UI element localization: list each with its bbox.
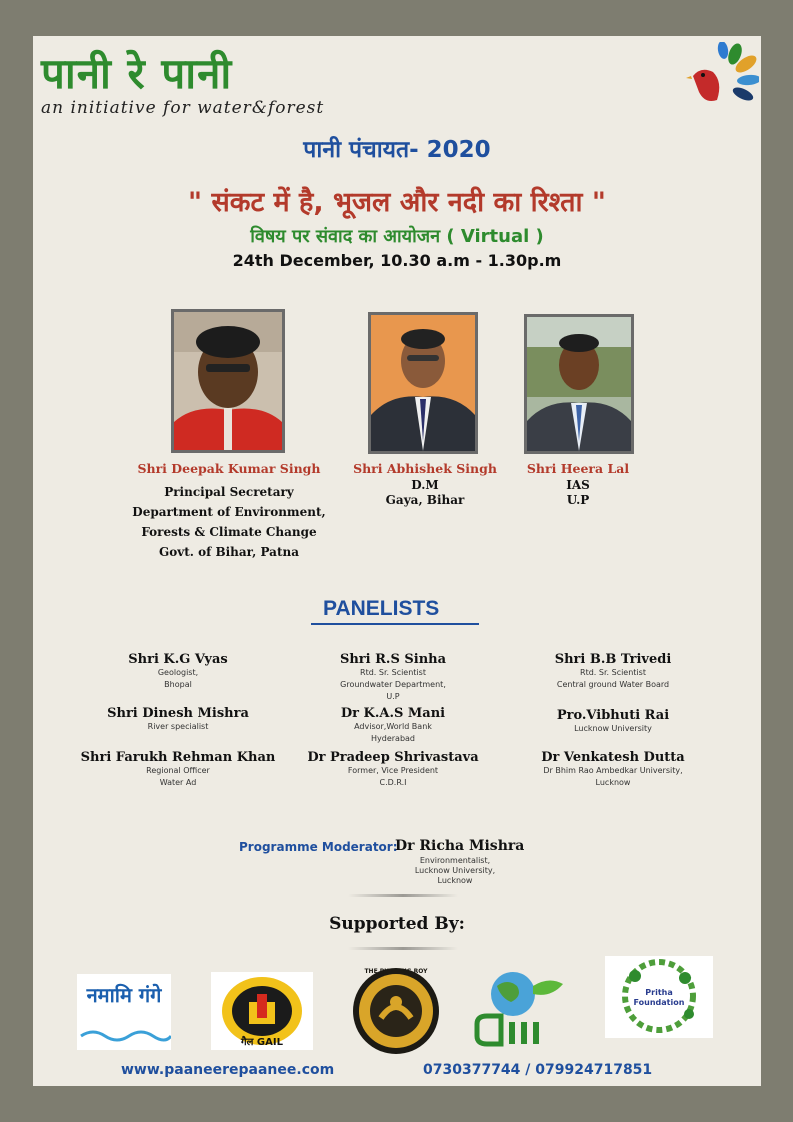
panelist-desc-line: Lucknow University (574, 724, 652, 733)
panelist-name: Pro.Vibhuti Rai (556, 708, 670, 723)
gail-logo (211, 972, 313, 1050)
wave-icon (77, 1026, 171, 1046)
panelist-desc-line: Lucknow (595, 778, 631, 787)
panelist-name: Shri Farukh Rehman Khan (80, 750, 276, 765)
panelist-desc-line: River specialist (147, 722, 209, 731)
panelist-8 (288, 750, 498, 789)
panelist-desc-line: C.D.R.I (379, 778, 407, 787)
panelist-desc-line: Groundwater Department, (340, 680, 446, 689)
divider (348, 947, 458, 950)
event-datetime: 24th December, 10.30 a.m - 1.30p.m (232, 251, 562, 270)
role-line: Gaya, Bihar (385, 493, 465, 507)
panelist-1 (73, 652, 283, 691)
bird-logo-icon (683, 42, 759, 118)
panelist-name: Shri Dinesh Mishra (107, 706, 249, 721)
role-line: IAS (566, 478, 590, 492)
poster (33, 36, 761, 1086)
logo-title: पानी रे पानी (41, 49, 233, 98)
panelist-desc-line: Rtd. Sr. Scientist (580, 668, 646, 677)
topic-subtitle: विषय पर संवाद का आयोजन ( Virtual ) (250, 226, 544, 247)
namami-gange-text: नमामि गंगे (86, 983, 162, 1007)
moderator-desc-line: Environmentalist, (419, 856, 491, 865)
event-title: पानी पंचायत- 2020 (303, 137, 491, 163)
panelist-name: Dr Pradeep Shrivastava (307, 750, 479, 765)
globe-leaf-logo (471, 964, 567, 1050)
panelist-desc-line: Hyderabad (371, 734, 415, 743)
speaker-role (350, 478, 500, 508)
speaker-3 (508, 461, 648, 508)
namami-gange-logo (77, 974, 171, 1050)
panelist-2 (298, 652, 488, 703)
panelist-desc-line: Former, Vice President (347, 766, 439, 775)
panelist-desc-line: Advisor,World Bank (354, 722, 432, 731)
panelist-desc-line: Central ground Water Board (556, 680, 670, 689)
panelist-name: Dr Venkatesh Dutta (541, 750, 685, 765)
speaker-role (508, 478, 648, 508)
speaker-2 (350, 461, 500, 508)
panelist-desc-line: Bhopal (164, 680, 192, 689)
gail-text: गैल GAIL (241, 1037, 283, 1048)
pumping-roy-text: THE PUMPING ROY (364, 968, 428, 975)
speaker-role (129, 482, 329, 562)
pritha-text: Pritha Foundation (633, 988, 685, 1007)
speaker-1 (129, 461, 329, 562)
pritha-foundation-logo (605, 956, 713, 1038)
panelist-desc-line: Water Ad (159, 778, 197, 787)
logo-tagline: an initiative for water&forest (41, 98, 325, 118)
footer-website[interactable]: www.paaneerepaanee.com (121, 1062, 335, 1078)
panelist-5 (298, 706, 488, 745)
panelist-name: Shri R.S Sinha (339, 652, 447, 667)
panelist-9 (523, 750, 703, 789)
speaker-photo-1 (171, 309, 285, 453)
pumping-roy-logo (351, 966, 441, 1056)
moderator-desc-line: Lucknow (437, 876, 473, 885)
panelists-title: PANELISTS (323, 597, 440, 620)
person-photo-icon (371, 315, 475, 451)
role-line: Principal Secretary (164, 485, 294, 499)
panelist-desc-line: Rtd. Sr. Scientist (360, 668, 426, 677)
panelist-desc-line: Regional Officer (146, 766, 210, 775)
globe-leaf-icon (471, 964, 567, 1050)
speaker-photo-3 (524, 314, 634, 454)
moderator-desc-line: Lucknow University, (414, 866, 496, 875)
footer-phone: 0730377744 / 079924717851 (423, 1062, 653, 1078)
panelist-desc-line: Dr Bhim Rao Ambedkar University, (543, 766, 683, 775)
role-line: Govt. of Bihar, Patna (159, 545, 299, 559)
person-photo-icon (527, 317, 631, 451)
speaker-name: Shri Abhishek Singh (353, 461, 497, 476)
topic-title: " संकट में है, भूजल और नदी का रिश्ता " (188, 187, 606, 218)
moderator-label: Programme Moderator: (239, 840, 398, 854)
supported-by-title: Supported By: (329, 914, 465, 934)
panelist-desc-line: U.P (386, 692, 400, 701)
panelist-6 (528, 708, 698, 735)
role-line: Forests & Climate Change (141, 525, 317, 539)
speaker-name: Shri Heera Lal (526, 461, 630, 476)
panelist-name: Dr K.A.S Mani (340, 706, 446, 721)
speaker-name: Shri Deepak Kumar Singh (137, 461, 321, 476)
pumping-roy-emblem-icon (351, 966, 441, 1056)
moderator-desc (405, 856, 505, 886)
role-line: U.P (566, 493, 590, 507)
speaker-photo-2 (368, 312, 478, 454)
panelist-4 (73, 706, 283, 733)
role-line: D.M (411, 478, 439, 492)
divider (348, 894, 458, 897)
moderator-name: Dr Richa Mishra (395, 838, 525, 854)
panelist-name: Shri B.B Trivedi (554, 652, 672, 667)
panelist-name: Shri K.G Vyas (128, 652, 228, 667)
panelist-desc-line: Geologist, (157, 668, 199, 677)
panelist-7 (63, 750, 293, 789)
person-photo-icon (174, 312, 282, 450)
role-line: Department of Environment, (132, 505, 326, 519)
panelist-3 (528, 652, 698, 691)
panelists-underline (311, 623, 479, 625)
